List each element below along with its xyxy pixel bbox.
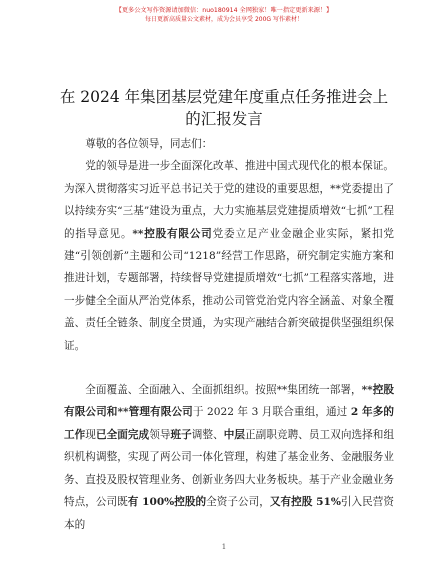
paragraph-gap <box>64 357 394 379</box>
para1-company-name: **控股有限公司 <box>132 227 213 240</box>
paragraph-2 <box>64 379 394 536</box>
para2-text-k: 正副职竞聘、员工双向选择和组织机构调整，实现了两公司一体化管理，构建了基金业务、金融服务业务、直投及股权管理业务、创新业务四大业务板块。基于产业金融业务特点，公司既 <box>64 428 395 509</box>
para2-completed: 已全面完成 <box>95 428 150 441</box>
para2-middle: 中层 <box>223 428 246 441</box>
para2-text-c: 于 2022 年 3 月联合重组，通过 <box>192 406 351 419</box>
promo-banner <box>0 6 448 24</box>
para1-text-a: 党的领导是进一步全面深化改革、推进中国式现代化的根本保证。为深入贯彻落实习近平总书记关于党的建设的重要思想， <box>64 160 394 195</box>
para2-text-g: 领导 <box>149 428 171 441</box>
para2-text-o: 引入民营资本的 <box>64 496 395 531</box>
para2-text-e: 现 <box>85 428 96 441</box>
salutation: 尊敬的各位领导，同志们： <box>85 138 213 150</box>
para2-companies: **控股有限公司和**管理有限公司 <box>64 384 394 419</box>
promo-banner-line-1: 【更多公文写作资源请加微信：nuo180914 全网独家！唯一指定更新来源！】 <box>115 7 333 14</box>
para1-text-b: **党委提出了以持续夯实“三基”建设为重点，大力实施基层党建提质增效“七抓”工程的指导意见。 <box>64 182 394 240</box>
title-line-2: 的汇报发言 <box>185 110 263 128</box>
para1-text-d: 党委立足产业金融企业实际，紧扣党建“引领创新”主题和公司“1218”经营工作思路，研究制定实施方案和推进计划，专题部署，持续督导党建提质增效“七抓”工程落实落地，进一步健全全面从严治党体系，推动公司管党治党内容全涵盖、对象全覆盖、责任全链条、制度全贯通，为实现产融结合新突破提供坚强组织保证。 <box>64 227 394 352</box>
title-line-1: 在 2024 年集团基层党建年度重点任务推进会上 <box>59 88 389 106</box>
para2-full-control: 有 100%控股的 <box>127 496 207 509</box>
para2-duration: 2 年多的工作 <box>64 406 394 441</box>
para2-partial-control: 又有控股 51% <box>269 496 341 509</box>
para2-text-a: 全面覆盖、全面融入、全面抓组织。按照**集团统一部署， <box>85 384 362 397</box>
document-body <box>64 133 394 536</box>
paragraph-1 <box>64 155 394 357</box>
para2-text-i: 调整、 <box>191 428 224 441</box>
para2-text-m: 全资子公司， <box>206 496 270 509</box>
promo-banner-line-2: 每日更新高质量公文素材，成为会员享受 200G 写作素材！ <box>145 16 303 23</box>
para2-team: 班子 <box>170 428 192 441</box>
page-number: 1 <box>221 543 227 551</box>
document-title <box>40 86 408 130</box>
